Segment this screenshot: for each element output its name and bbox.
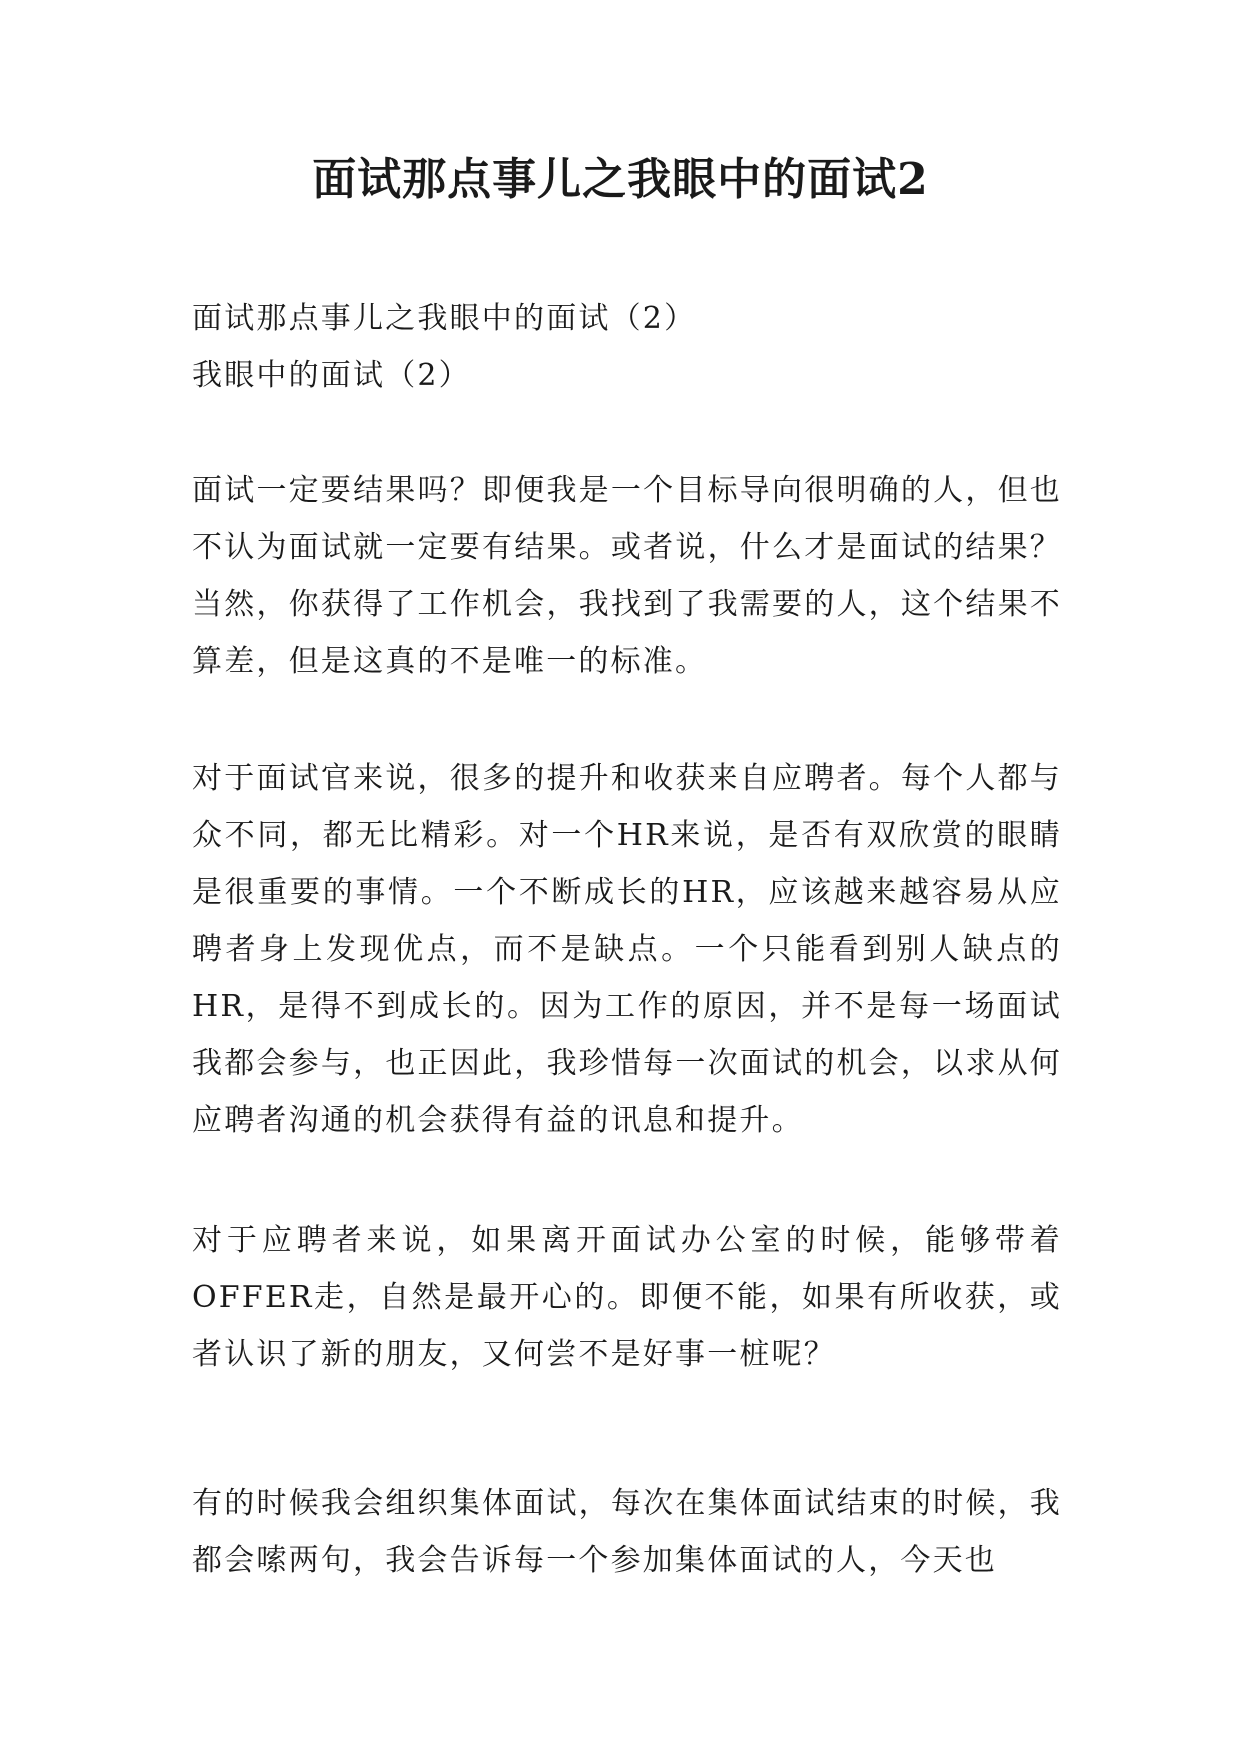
paragraph: 对于应聘者来说，如果离开面试办公室的时候，能够带着OFFER走，自然是最开心的。即便不能，如果有所收获，或者认识了新的朋友，又何尝不是好事一桩呢？ (192, 1223, 1062, 1372)
document-title: 面试那点事儿之我眼中的面试2 (312, 154, 929, 205)
paragraph: 对于面试官来说，很多的提升和收获来自应聘者。每个人都与众不同，都无比精彩。对一个HR来说，是否有双欣赏的眼睛是很重要的事情。一个不断成长的HR，应该越来越容易从应聘者身上发现优点，而不是缺点。一个只能看到别人缺点的HR，是得不到成长的。因为工作的原因，并不是每一场面试我都会参与，也正因此，我珍惜每一次面试的机会，以求从何应聘者沟通的机会获得有益的讯息和提升。 (192, 761, 1062, 1138)
subtitle-line: 我眼中的面试（2） (192, 358, 471, 393)
subtitle-line: 面试那点事儿之我眼中的面试（2） (192, 301, 697, 336)
paragraph: 有的时候我会组织集体面试，每次在集体面试结束的时候，我都会嗦两句，我会告诉每一个参加集体面试的人，今天也 (192, 1486, 1062, 1578)
paragraph: 面试一定要结果吗？即便我是一个目标导向很明确的人，但也不认为面试就一定要有结果。或者说，什么才是面试的结果？当然，你获得了工作机会，我找到了我需要的人，这个结果不算差，但是这真的不是唯一的标准。 (192, 473, 1062, 679)
